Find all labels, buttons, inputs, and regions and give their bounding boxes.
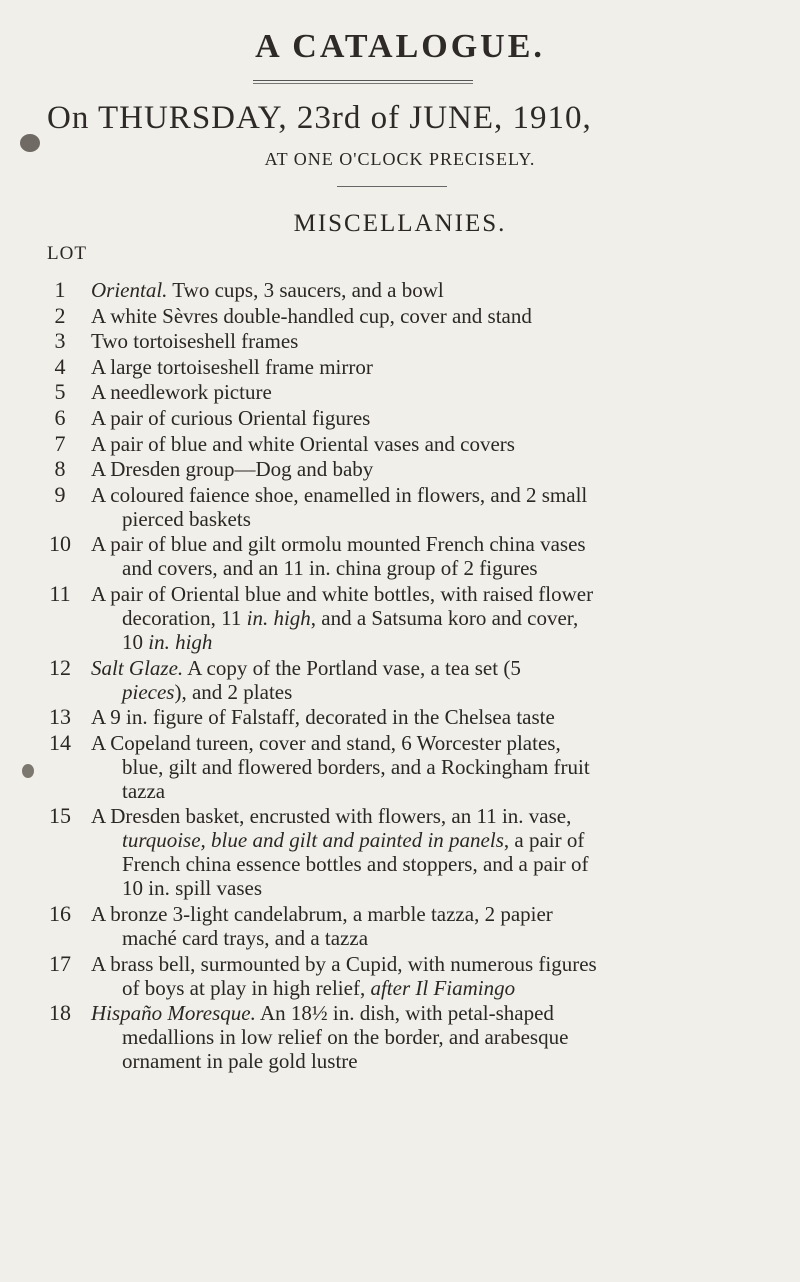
section-heading: MISCELLANIES.: [293, 210, 507, 237]
lot-description: [91, 1001, 791, 1073]
lot-description: [91, 278, 791, 302]
lot-description-line: A brass bell, surmounted by a Cupid, with numerous figures: [91, 951, 597, 976]
lot-number: 6: [54, 405, 66, 430]
lot-number: 14: [49, 729, 71, 755]
lot-description: [91, 705, 791, 729]
lot-description-line: Hispaño Moresque. An 18½ in. dish, with petal-shaped: [91, 1001, 554, 1026]
lot-number: 2: [54, 302, 66, 328]
lot-description-line: A white Sèvres double-handled cup, cover and stand: [91, 303, 532, 328]
lot-number: 11: [49, 581, 71, 606]
lot-description-line: A needlework picture: [91, 380, 272, 405]
lot-number: 4: [54, 353, 66, 379]
lot-description: [91, 582, 791, 654]
lot-description-line: turquoise, blue and gilt and painted in panels, a pair of: [122, 828, 585, 853]
lot-description-line: A bronze 3-light candelabrum, a marble tazza, 2 papier: [91, 902, 553, 926]
lot-description: [91, 457, 791, 481]
lot-description: [91, 804, 791, 900]
sale-time: AT ONE O'CLOCK PRECISELY.: [264, 149, 536, 169]
lot-description-line: pieces), and 2 plates: [122, 679, 293, 704]
lot-number: 13: [49, 704, 71, 730]
section-divider: [337, 186, 447, 187]
lot-description-line: tazza: [122, 778, 166, 803]
lot-description-line: French china essence bottles and stoppers, and a pair of: [122, 852, 589, 877]
lot-description: [91, 355, 791, 379]
lot-number: 10: [49, 531, 71, 557]
lot-description-line: A coloured faience shoe, enamelled in flowers, and 2 small: [91, 482, 588, 507]
lot-description-line: 10 in. spill vases: [122, 876, 262, 901]
lot-column-label: LOT: [47, 243, 87, 264]
lot-description-line: Oriental. Two cups, 3 saucers, and a bowl: [91, 278, 444, 302]
lot-description: [91, 731, 791, 803]
lot-description-line: of boys at play in high relief, after Il Fiamingo: [122, 975, 516, 1000]
lot-number: 3: [54, 328, 66, 354]
lot-description-line: A Dresden basket, encrusted with flowers, an 11 in. vase,: [91, 804, 572, 829]
lot-description: [91, 483, 791, 531]
lot-number: 9: [54, 481, 66, 507]
lot-number: 8: [54, 456, 66, 482]
lot-description: [91, 656, 791, 704]
lot-description-line: A pair of blue and gilt ormolu mounted French china vases: [91, 532, 586, 557]
lot-number: 18: [49, 1000, 71, 1026]
lot-description-line: maché card trays, and a tazza: [122, 926, 369, 950]
lot-description: [91, 380, 791, 404]
lot-description-line: blue, gilt and flowered borders, and a Rockingham fruit: [122, 754, 590, 779]
lot-description-line: A large tortoiseshell frame mirror: [91, 354, 373, 379]
lot-description-line: A Dresden group—Dog and baby: [91, 457, 374, 482]
lot-number: 5: [54, 379, 66, 405]
ink-spot: [22, 764, 34, 778]
lot-description-line: and covers, and an 11 in. china group of 2 figures: [122, 556, 538, 581]
lot-description-line: A pair of Oriental blue and white bottles, with raised flower: [91, 582, 594, 606]
lot-description: [91, 329, 791, 353]
lot-number: 16: [49, 901, 71, 926]
lot-description-line: A 9 in. figure of Falstaff, decorated in the Chelsea taste: [91, 705, 555, 730]
lot-description-line: A pair of curious Oriental figures: [91, 406, 371, 430]
sale-date: On THURSDAY, 23rd of JUNE, 1910,: [47, 100, 592, 136]
lot-description-line: ornament in pale gold lustre: [122, 1049, 358, 1074]
lot-number: 17: [49, 950, 71, 976]
lot-number: 1: [54, 277, 66, 302]
lot-description: [91, 532, 791, 580]
title-divider: [253, 80, 473, 84]
lot-number: 15: [49, 803, 71, 829]
lot-description-line: A Copeland tureen, cover and stand, 6 Worcester plates,: [91, 730, 561, 755]
lot-number: 7: [54, 430, 66, 456]
lot-description: [91, 406, 791, 430]
lot-description: [91, 432, 791, 456]
lot-description-line: Salt Glaze. A copy of the Portland vase, a tea set (5: [91, 655, 521, 680]
lot-description-line: 10 in. high: [122, 630, 213, 654]
lot-description-line: decoration, 11 in. high, and a Satsuma koro and cover,: [122, 606, 579, 630]
lot-description: [91, 952, 791, 1000]
lot-description-line: medallions in low relief on the border, and arabesque: [122, 1025, 569, 1050]
lot-number: 12: [49, 654, 71, 680]
lot-description: [91, 902, 791, 950]
lot-description-line: A pair of blue and white Oriental vases and covers: [91, 431, 515, 456]
lot-description-line: Two tortoiseshell frames: [91, 329, 299, 354]
page-title: A CATALOGUE.: [255, 28, 545, 65]
lot-description: [91, 304, 791, 328]
lot-description-line: pierced baskets: [122, 506, 251, 531]
